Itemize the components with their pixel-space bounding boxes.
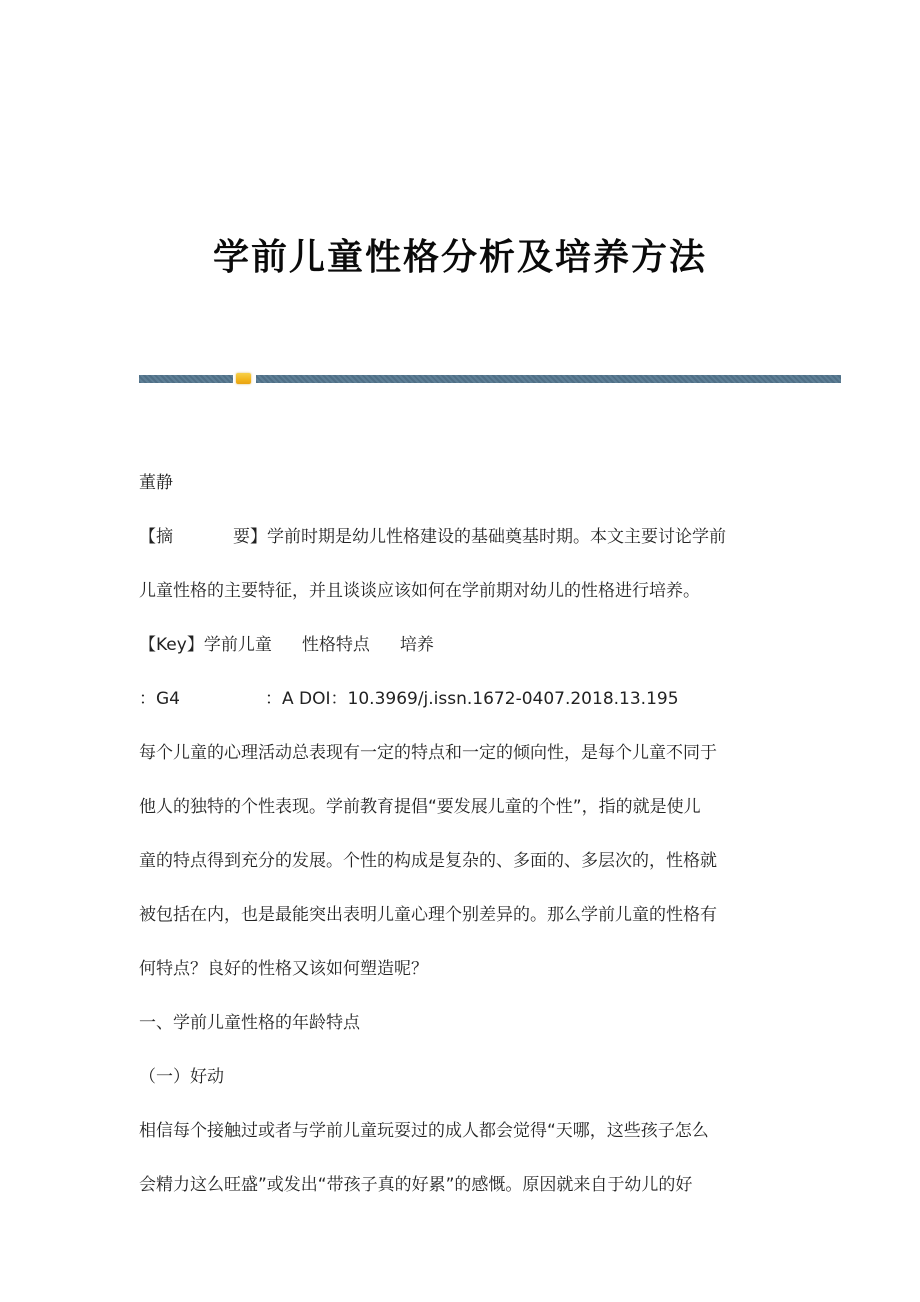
clc-number: ：G4: [139, 689, 180, 709]
keyword-item: 性格特点: [301, 635, 370, 655]
paragraph-line: 每个儿童的心理活动总表现有一定的特点和一定的倾向性，是每个儿童不同于: [139, 743, 717, 763]
abstract-line-1: [139, 520, 779, 554]
author: 董静: [139, 473, 173, 493]
document-body: [139, 466, 779, 1222]
paragraph-line: 童的特点得到充分的发展。个性的构成是复杂的、多面的、多层次的，性格就: [139, 851, 717, 871]
document-code: ：A: [265, 689, 294, 709]
section-heading: 一、学前儿童性格的年龄特点: [139, 1013, 360, 1033]
paragraph-line: 他人的独特的个性表现。学前教育提倡“要发展儿童的个性”，指的就是使儿: [139, 797, 701, 817]
paragraph-line: 相信每个接触过或者与学前儿童玩耍过的成人都会觉得“天哪，这些孩子怎么: [139, 1121, 709, 1141]
keyword-item: 培养: [399, 635, 434, 655]
paragraph-line: 被包括在内，也是最能突出表明儿童心理个别差异的。那么学前儿童的性格有: [139, 905, 717, 925]
abstract-label-close: 要】: [233, 527, 267, 547]
section-paragraph: [139, 1114, 779, 1202]
divider-bar-right: [256, 375, 841, 383]
divider-ornament-icon: [236, 373, 251, 384]
classification-line: [139, 682, 779, 716]
intro-paragraph: [139, 736, 779, 986]
paragraph-line: 会精力这么旺盛”或发出“带孩子真的好累”的感慨。原因就来自于幼儿的好: [139, 1175, 693, 1195]
abstract-text-1: 学前时期是幼儿性格建设的基础奠基时期。本文主要讨论学前: [267, 527, 726, 547]
divider-bar-left: [139, 375, 233, 383]
page-title: 学前儿童性格分析及培养方法: [212, 236, 707, 279]
paragraph-line: 何特点？良好的性格又该如何塑造呢？: [139, 959, 428, 979]
abstract-line-2: 儿童性格的主要特征，并且谈谈应该如何在学前期对幼儿的性格进行培养。: [139, 581, 700, 601]
keyword-item: 学前儿童: [203, 635, 272, 655]
title-divider: [139, 375, 841, 383]
abstract: [139, 520, 779, 608]
subsection-heading: （一）好动: [139, 1067, 224, 1087]
abstract-label-open: 【摘: [139, 527, 173, 547]
doi: DOI：10.3969/j.issn.1672-0407.2018.13.195: [299, 689, 679, 709]
keywords-label: 【Key】: [139, 635, 204, 655]
keywords: [139, 628, 779, 662]
